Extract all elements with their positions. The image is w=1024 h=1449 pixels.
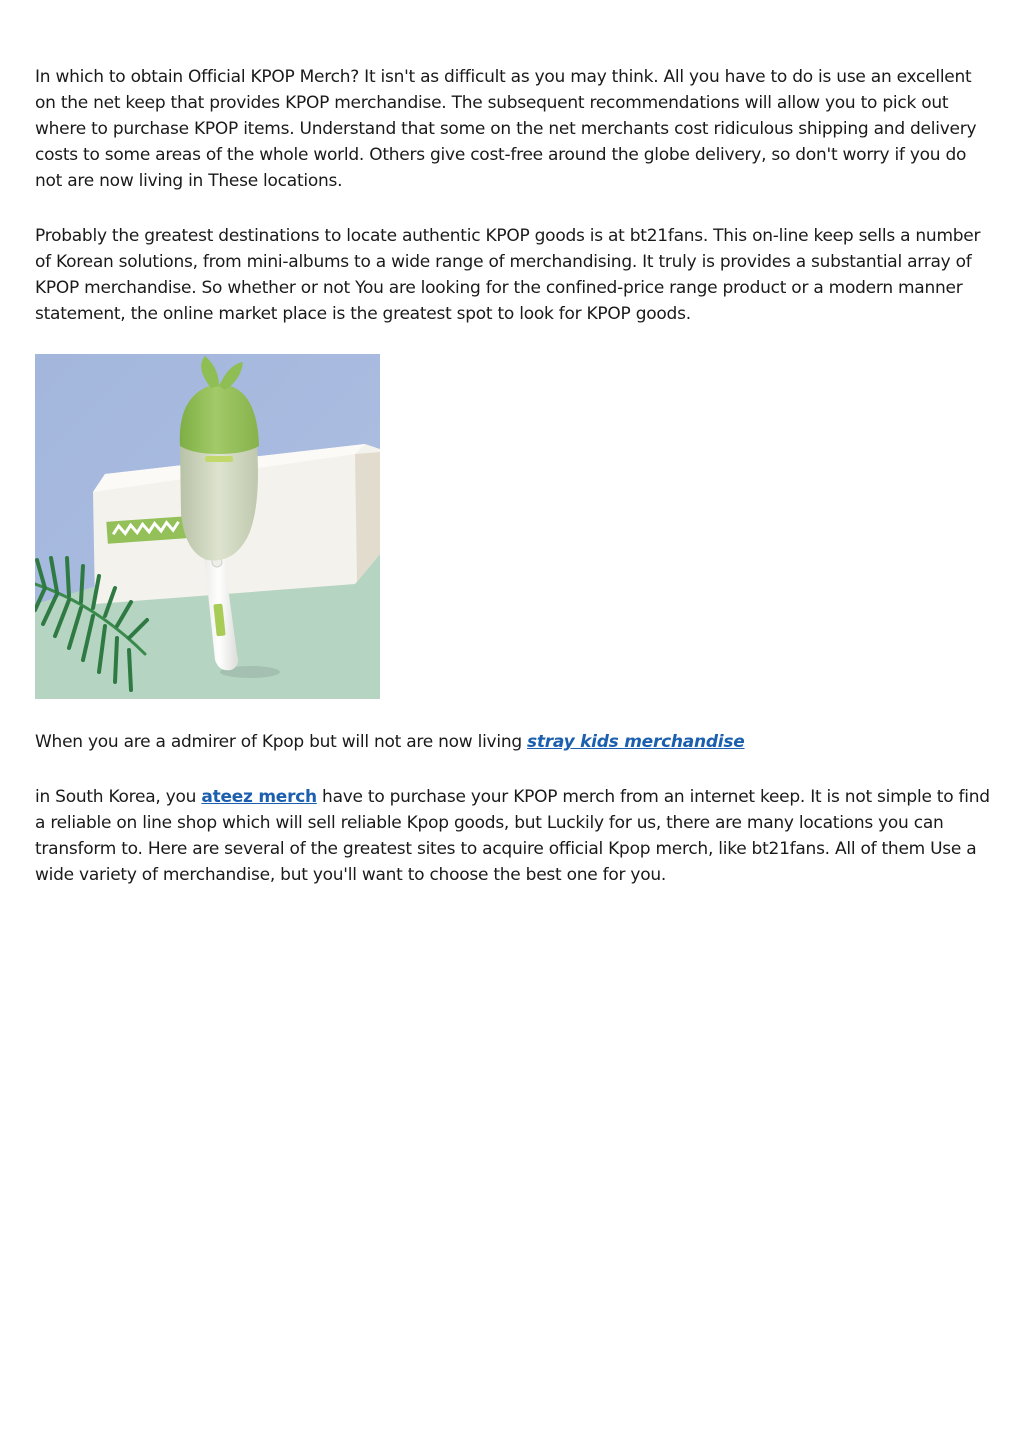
article-body — [35, 64, 995, 888]
ateez-merch-link[interactable]: ateez merch — [201, 787, 317, 807]
paragraph-admirer-text: When you are a admirer of Kpop but will not are now living — [35, 732, 528, 752]
paragraph-south-korea-text-start: in South Korea, you — [35, 787, 202, 807]
paragraph-admirer — [35, 729, 995, 755]
paragraph-intro: In which to obtain Official KPOP Merch? It isn't as difficult as you may think. All you have to do is use an excellent on the net keep that provides KPOP merchandise. The subsequent recommendations will allow you to pick out where to purchase KPOP items. Understand that some on the net merchants cost ridiculous shipping and delivery costs to some areas of the whole world. Others give cost-free around the globe delivery, so don't worry if you do not are now living in These locations. — [35, 67, 977, 191]
stray-kids-merchandise-link[interactable]: stray kids merchandise — [527, 732, 745, 752]
lightstick-photo — [35, 354, 380, 699]
paragraph-south-korea-text-end: have to purchase your KPOP merch from an internet keep. It is not simple to find a reliable on line shop which will sell reliable Kpop goods, but Luckily for us, there are many locations you can transform to. Here are several of the greatest sites to acquire official Kpop merch, like bt21fans. All of them Use a wide variety of merchandise, but you'll want to choose the best one for you. — [35, 787, 990, 885]
bulb-logo — [205, 456, 233, 462]
paragraph-bt21fans: Probably the greatest destinations to locate authentic KPOP goods is at bt21fans. This on-line keep sells a number of Korean solutions, from mini-albums to a wide range of merchandising. It truly is provides a substantial array of KPOP merchandise. So whether or not You are looking for the confined-price range product or a modern manner statement, the online market place is the greatest spot to look for KPOP goods. — [35, 226, 981, 324]
paragraph-south-korea — [35, 784, 995, 888]
